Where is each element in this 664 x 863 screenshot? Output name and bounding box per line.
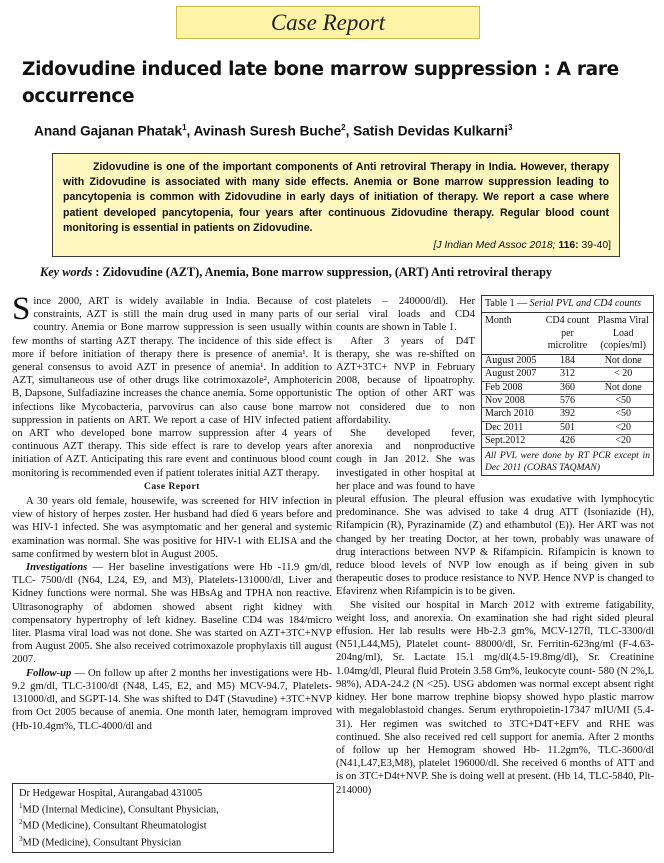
- table-footnote: All PVL were done by RT PCR except in Dec 2011 (COBAS TAQMAN): [485, 450, 650, 473]
- table-row: March 2010 392 <50: [482, 408, 653, 421]
- table-header-row: [482, 313, 653, 355]
- table-caption: Table 1 — Serial PVL and CD4 counts: [482, 296, 653, 313]
- article-title: Zidovudine induced late bone marrow suppression : A rare occurrence: [22, 59, 619, 107]
- table-1: [481, 295, 654, 476]
- author-name: Avinash Suresh Buche: [193, 123, 342, 139]
- abstract-text: Zidovudine is one of the important components of Anti retroviral Therapy in India. However, therapy with Zidovudine is associated with many side effects. Anemia or Bone marrow suppression leading to pancytopenia is common with Zidovudine in early days of initiation of therapy. We report a case where patient developed pancytopenia, four years after continuous Zidovudine therapy. Regular blood count monitoring is essential in patients on Zidovudine.: [63, 161, 609, 234]
- investigations-paragraph: Investigations — Her baseline investigations were Hb -11.9 gm/dl, TLC- 7500/dl (N64, L24, E9, and M3), Platelets-131000/dl, Liver and Kidney functions were normal. She was HBsAg and TPHA non reactive. Ultrasonography of abdomen showed absent right kidney with compensatory hypertrophy of left kidney. Baseline CD4 was 184/micro liter. Plasma viral load was not done. She was started on AZT+3TC+NVP from August 2005. She also received cotrimoxazole prophylaxis till august 2007.: [12, 562, 332, 666]
- citation: [J Indian Med Assoc 2018; 116: 39-40]: [433, 240, 611, 251]
- body-paragraph: After 3 years of D4T therapy, she was re-shifted on AZT+3TC+ NVP in February 2008, because of lipoatrophy. The option of other ART was not considered due to non affordability.: [336, 335, 475, 426]
- affiliation-item: $^2$MD (Medicine), Consultant Rheumatologist: [19, 818, 207, 832]
- affiliation-box: [12, 783, 334, 853]
- drop-cap: S: [12, 291, 31, 327]
- author-affiliation-mark: 2: [341, 123, 346, 132]
- hospital-address: Dr Hedgewar Hospital, Aurangabad 431005: [19, 788, 203, 799]
- table-row: August 2005 184 Not done: [482, 355, 653, 368]
- section-label: Case Report: [270, 10, 386, 35]
- table-header-cell: CD4 count per microlitre: [545, 315, 590, 351]
- author-list: Anand Gajanan Phatak$^1$, Avinash Suresh Buche$^2$, Satish Devidas Kulkarni$^3$: [34, 123, 513, 139]
- keywords-label: Key words: [40, 265, 93, 279]
- follow-up-label: Follow-up: [26, 667, 72, 679]
- table-row: Feb 2008 360 Not done: [482, 382, 653, 395]
- table-row: August 2007 312 < 20: [482, 368, 653, 381]
- affiliation-item: $^1$MD (Internal Medicine), Consultant Physician,: [19, 802, 219, 816]
- table-row: Dec 2011 501 <20: [482, 422, 653, 435]
- table-header-cell: Month: [485, 315, 512, 327]
- section-banner: [176, 6, 480, 39]
- right-column: [336, 295, 654, 797]
- case-paragraph: A 30 years old female, housewife, was screened for HIV infection in view of history of herpes zoster. Her husband had died 6 years before and was HIV-1 infected. She was asymptomatic and her general and systemic examination was normal. She was positive for HIV-1 with ELISA and the same confirmed by western blot in August 2005.: [12, 496, 332, 560]
- author-affiliation-mark: 1: [182, 123, 187, 132]
- follow-up-paragraph: Follow-up — On follow up after 2 months her investigations were Hb-9.2 gm/dl, TLC-3100/dl (N48, L45, E2, and M5) MCV-94.7, Platelets-131000/dl, and SGPT-14. She was shifted to D4T (Stavudine) +3TC+NVP from Oct 2005 because of anemia. One month later, hemogram improved (Hb-10.4gm%, TLC-4000/dl and: [12, 667, 332, 732]
- intro-paragraph: Since 2000, ART is widely available in India. Because of cost constraints, AZT is still the main drug used in many parts of our country. Anemia or Bone marrow suppression is seen usually within few months of starting AZT therapy. The incidence of this side effect is more if before initiation of therapy there is presence of anemia¹. It is general consensus to avoid AZT in presence of anemia¹. In addition to AZT, simultaneous use of other drugs like cotrimoxazole², Amphotericin B, Dapsone, Sulfadiazine increases the chance anemia. Some opportunistic infections like Mycobacteria, parvovirus can also cause bone marrow suppression in patients on ART. We report a case of HIV infected patient on ART who developed bone marrow suppression after 4 years of continuous AZT therapy. This side effect is rare to develop years after initiation of AZT. Anticipating this rare event and continuous blood count monitoring is recommended even if patient tolerates initial AZT therapy.: [12, 291, 332, 479]
- affiliation-item: $^3$MD (Medicine), Consultant Physician: [19, 834, 182, 849]
- keywords: [40, 265, 660, 280]
- investigations-label: Investigations: [26, 562, 88, 574]
- table-header-cell: Plasma Viral Load (copies/ml): [597, 315, 649, 351]
- body-paragraph: platelets – 240000/dl). Her serial viral loads and CD4 counts are shown in Table 1.: [336, 296, 475, 334]
- table-row: Nov 2008 576 <50: [482, 395, 653, 408]
- author-name: Anand Gajanan Phatak: [34, 123, 183, 139]
- table-row: Sept.2012 426 <20: [482, 435, 653, 448]
- left-column: [12, 291, 332, 733]
- case-report-heading: Case Report: [144, 481, 200, 492]
- body-paragraph: She developed fever, anorexia and nonproductive cough in Jan 2012. She was investigated in other hospital at her place and was found to have pleural effusion. The pleural effusion was exudative with lymphocytic predominance. She was advised to take 4 drug ATT (Isoniazide (H), Rifampicin (R), Pyrazinamide (Z) and ethambutol (E)). Her ART was not changed by her treating Doctor, at her town, probably was unaware of drug interactions between NVP & Rifampicin. Rifampicin is known to reduce blood levels of NVP low enough as if being given in sub therapeutic doses to produce resistance to NVP. Hence NVP is changed to Efavirenz when Rifampicin is to be given.: [336, 428, 654, 598]
- author-name: Satish Devidas Kulkarni: [353, 123, 509, 139]
- keywords-text: : Zidovudine (AZT), Anemia, Bone marrow suppression, (ART) Anti retroviral therapy: [92, 265, 553, 279]
- abstract-box: [52, 153, 620, 257]
- author-affiliation-mark: 3: [508, 123, 513, 132]
- body-paragraph: She visited our hospital in March 2012 with extreme fatigability, weight loss, and anorexia. On examination she had right sided pleural effusion. Her lab results were Hb-2.3 gm%, MCV-127fl, TLC-3300/dl (N51,L44,M5), Platelet count- 88000/dl, Sr. Ferritin-623ng/ml (F-4.63- 204ng/ml), Sr. Lactate 15.1 mg/dl(4.5-19.8mg/dl), Sr. Creatinine 1.04mg/dl, Pleural fluid Protein 3.58 Gm%, leukocyte count- 580 (N 2%,L 98%), ADA-24.2 (N <25). USG abdomen was normal except absent right kidney. Her bone marrow trephine biopsy showed hypo plastic marrow with megaloblastoid changes. Serum erythropoietin-17347 mIU/MI (5.4-31). Her regimen was switched to 3TC+D4T+EFV and RHE was continued. She also received red cell support for anemia. After 2 months of follow up her Hemogram showed Hb- 11.2gm%, TLC-3600/dl (N41,L47,E3,M8), platelet 196000/dl. She received 6 months of ATT and is on 3TC+D4t+NVP. She is doing well at present. (Hb 14, TLC-5840, Plt-214000): [336, 599, 654, 796]
